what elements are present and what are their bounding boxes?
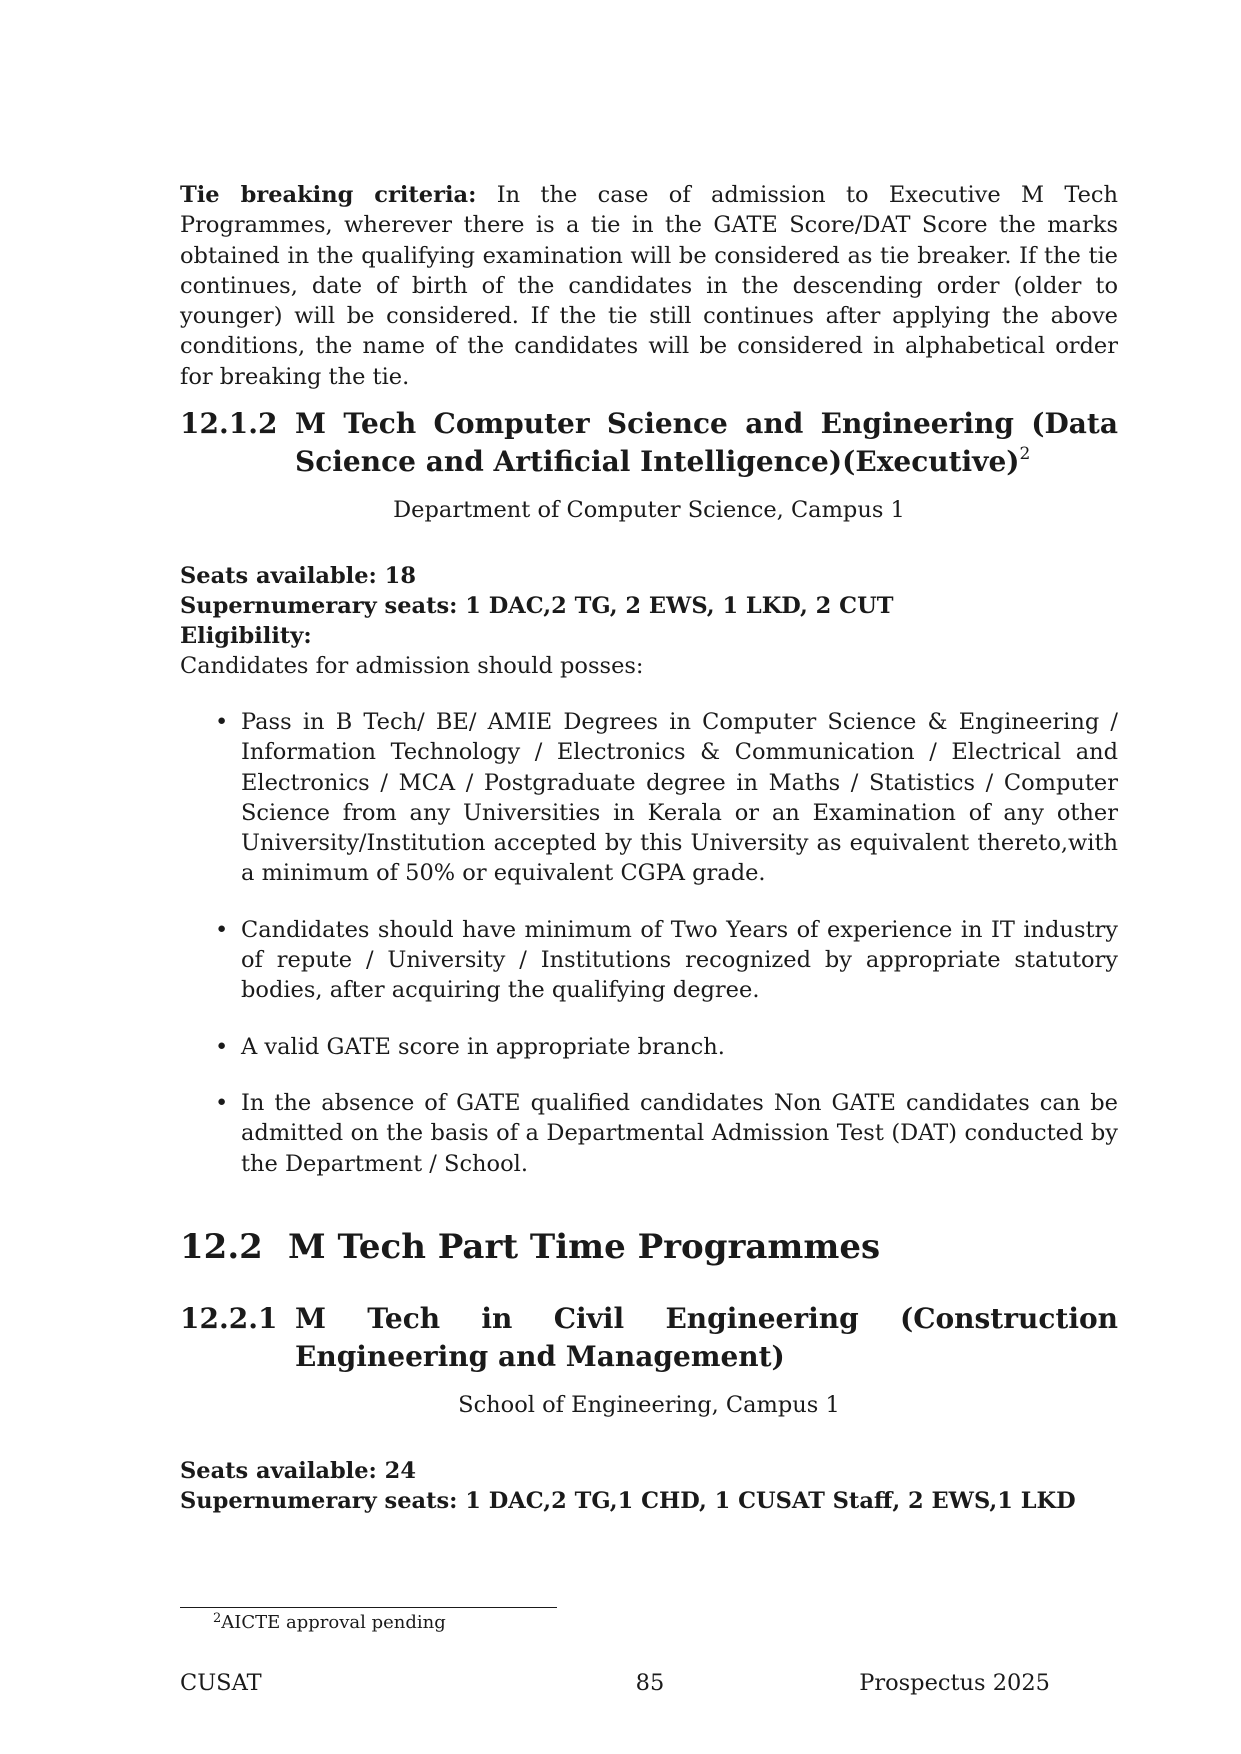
section-number: 12.2 [180,1227,263,1267]
tie-breaking-text: In the case of admission to Executive M Tech Programmes, wherever there is a tie in the GATE Score/DAT Score the marks obtained in the qualifying examination will be considered as tie breaker. If the tie continues, date of birth of the candidates in the descending order (older to younger) will be considered. If the tie still continues after applying the above conditions, the name of the candidates will be considered in alphabetical order for breaking the tie. [180,182,1119,390]
bullet-icon: • [215,1089,229,1116]
section-number: 12.2.1 [180,1302,278,1335]
bullet-icon: • [215,709,229,735]
section-12-2-1-heading [180,1300,1118,1376]
eligibility-intro: Candidates for admission should posses: [180,653,644,679]
tie-breaking-label: Tie breaking criteria: [180,182,477,208]
section-12-2-heading [180,1225,1118,1269]
page-number: 85 [635,1670,665,1696]
footnote-number: 2 [213,1611,222,1626]
eligibility-list [180,707,1118,1179]
eligibility-label: Eligibility: [180,623,312,649]
supernumerary-seats: Supernumerary seats: 1 DAC,2 TG,1 CHD, 1 CUSAT Staff, 2 EWS,1 LKD [180,1488,1076,1514]
list-item [215,1032,1118,1062]
list-item [215,707,1118,889]
supernumerary-seats: Supernumerary seats: 1 DAC,2 TG, 2 EWS, 1 LKD, 2 CUT [180,593,894,619]
list-item-text: Candidates should have minimum of Two Years of experience in IT industry of repute / University / Institutions recognized by appropriate statutory bodies, after acquiring the qualifying degree. [241,916,1118,1004]
bullet-icon: • [215,1033,229,1060]
list-item-text: In the absence of GATE qualified candidates Non GATE candidates can be admitted on the basis of a Departmental Admission Test (DAT) conducted by the Department / School. [241,1089,1118,1177]
section-12-1-2-heading [180,405,1118,481]
footnote-marker: 2 [1019,444,1031,464]
tie-breaking-paragraph [180,180,1118,392]
section-title: M Tech in Civil Engineering (Construction Engineering and Management) [295,1302,1118,1373]
list-item [215,1088,1118,1179]
section-number: 12.1.2 [180,407,278,440]
section-title: M Tech Part Time Programmes [288,1227,881,1267]
footer-left: CUSAT [180,1670,262,1696]
school-line: School of Engineering, Campus 1 [458,1392,840,1418]
seats-available: Seats available: 18 [180,563,416,589]
seats-available: Seats available: 24 [180,1458,416,1484]
section-title: M Tech Computer Science and Engineering (Data Science and Artificial Intelligence)(Executive) [295,407,1118,478]
footnote [213,1611,446,1635]
list-item [215,915,1118,1006]
list-item-text: A valid GATE score in appropriate branch. [241,1033,725,1060]
footnote-divider [180,1607,557,1608]
list-item-text: Pass in B Tech/ BE/ AMIE Degrees in Computer Science & Engineering / Information Technology / Electronics & Communication / Electrical and Electronics / MCA / Postgraduate degree in Maths / Statistics / Computer Science from any Universities in Kerala or an Examination of any other University/Institution accepted by this University as equivalent thereto,with a minimum of 50% or equivalent CGPA grade. [241,709,1118,887]
bullet-icon: • [215,916,229,943]
footer-right: Prospectus 2025 [859,1670,1050,1696]
footnote-text: AICTE approval pending [221,1612,446,1633]
department-line: Department of Computer Science, Campus 1 [393,497,905,523]
